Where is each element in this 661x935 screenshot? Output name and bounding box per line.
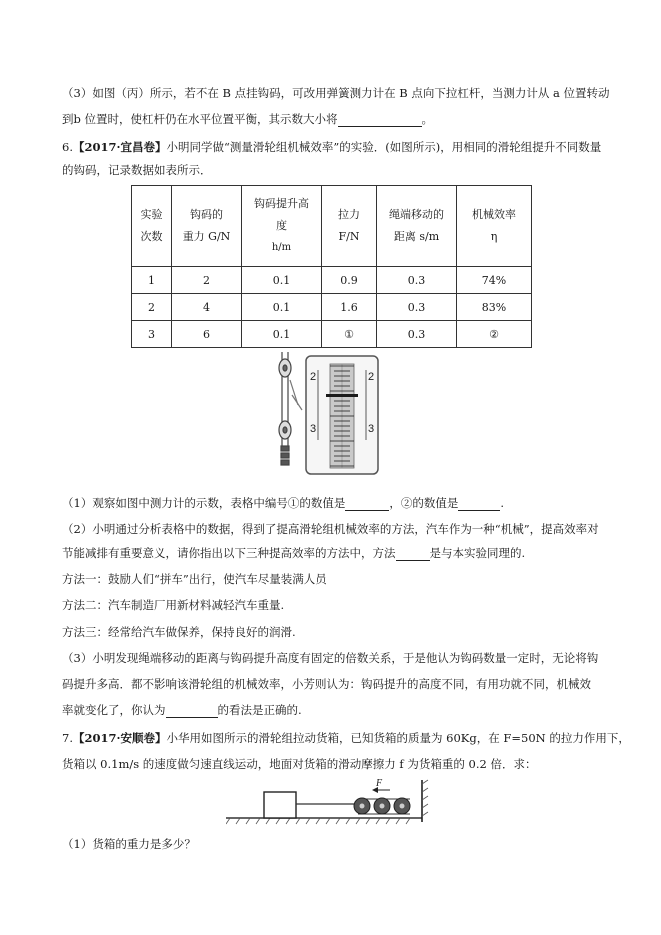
q6-intro-line-1: [62, 139, 601, 155]
table-cell: 1: [132, 267, 172, 294]
table-row: [132, 321, 532, 348]
answer-blank-1[interactable]: [345, 498, 389, 511]
q3-line-1: （3）如图（丙）所示，若不在 B 点挂钩码，可改用弹簧测力计在 B 点向下拉杠杆，当测力计从 a 位置转动: [62, 86, 610, 100]
q6-part-3-line-3: [62, 702, 302, 718]
header-cell-weight: 钩码的 重力 G/N: [172, 186, 242, 267]
data-table: [131, 185, 532, 348]
table-cell: 1.6: [322, 294, 377, 321]
force-label: F: [376, 778, 383, 789]
q6-intro-line-2: 的钩码，记录数据如表所示．: [62, 163, 212, 177]
scale-pointer: [326, 394, 358, 397]
pulley-and-spring-scale-figure: [268, 350, 380, 478]
table-cell-blank-2: ②: [457, 321, 532, 348]
table-cell: 83%: [457, 294, 532, 321]
table-cell: 0.1: [242, 294, 322, 321]
q3-line-2-end: 。: [421, 112, 434, 126]
crate: [264, 792, 296, 818]
q6-part-1: [62, 495, 504, 511]
answer-blank-person[interactable]: [166, 705, 218, 718]
header-cell-trial: 实验 次数: [132, 186, 172, 267]
scale-label-right-3: 3: [368, 423, 375, 435]
header-cell-efficiency: 机械效率 η: [457, 186, 532, 267]
q6-part-1-text-c: .: [500, 496, 504, 510]
table-header-row: [132, 186, 532, 267]
answer-blank-method[interactable]: [396, 548, 430, 561]
q6-part-3-text-a: 率就变化了，你认为: [62, 703, 166, 717]
method-1: 方法一：鼓励人们“拼车”出行，使汽车尽量装满人员: [62, 572, 327, 586]
scale-label-left-3: 3: [310, 423, 317, 435]
table-cell: 0.3: [377, 321, 457, 348]
table-cell: 0.3: [377, 294, 457, 321]
table-cell: 2: [132, 294, 172, 321]
q3-line-2: [62, 111, 433, 127]
table-cell: 0.1: [242, 321, 322, 348]
table-row: [132, 294, 532, 321]
q7-text: 小华用如图所示的滑轮组拉动货箱，已知货箱的质量为 60Kg，在 F=50N 的拉力作用下，: [166, 731, 630, 745]
q6-part-3-line-1: （3）小明发现绳端移动的距离与钩码提升高度有固定的倍数关系，于是他认为钩码数量一定时，无论将钩: [62, 651, 599, 665]
q6-part-2-text-a: 节能减排有重要意义，请你指出以下三种提高效率的方法中，方法: [62, 546, 396, 560]
table-cell: 74%: [457, 267, 532, 294]
table-cell: 0.9: [322, 267, 377, 294]
method-3: 方法三：经常给汽车做保养，保持良好的润滑.: [62, 625, 296, 639]
q6-part-3-text-b: 的看法是正确的.: [217, 703, 302, 717]
q7-line-2: 货箱以 0.1m/s 的速度做匀速直线运动，地面对货箱的滑动摩擦力 f 为货箱重的 0.2 倍．求：: [62, 757, 537, 771]
q7-line-1: [62, 730, 630, 746]
scale-label-right-2: 2: [368, 371, 375, 383]
method-2: 方法二：汽车制造厂用新材料减轻汽车重量.: [62, 598, 285, 612]
table-cell: 0.3: [377, 267, 457, 294]
answer-blank-2[interactable]: [458, 498, 500, 511]
q6-intro-text: 小明同学做“测量滑轮组机械效率”的实验．(如图所示)，用相同的滑轮组提升不同数量: [166, 140, 602, 154]
table-cell: 6: [172, 321, 242, 348]
q6-part-2-text-b: 是与本实验同理的.: [429, 546, 526, 560]
q7-part-1: （1）货箱的重力是多少？: [62, 837, 196, 851]
q6-part-3-line-2: 码提升多高．都不影响该滑轮组的机械效率，小芳则认为：钩码提升的高度不同，有用功就不同，机械效: [62, 677, 591, 691]
answer-blank[interactable]: [338, 114, 422, 127]
q6-number: 6.: [62, 140, 73, 154]
table-cell-blank-1: ①: [322, 321, 377, 348]
q6-part-2-line-1: （2）小明通过分析表格中的数据，得到了提高滑轮组机械效率的方法，汽车作为一种“机械”，提高效率对: [62, 522, 599, 536]
q7-source: 【2017·安顺卷】: [72, 731, 167, 745]
table-cell: 0.1: [242, 267, 322, 294]
q6-part-1-text-a: （1）观察如图中测力计的示数，表格中编号①的数值是: [62, 496, 346, 510]
table-cell: 2: [172, 267, 242, 294]
scale-label-left-2: 2: [310, 371, 317, 383]
crate-and-pulley-illustration: [226, 778, 428, 824]
table-row: [132, 267, 532, 294]
pulley-system-illustration: [279, 352, 302, 465]
header-cell-force: 拉力 F/N: [322, 186, 377, 267]
q7-number: 7.: [62, 731, 73, 745]
header-cell-distance: 绳端移动的 距离 s/m: [377, 186, 457, 267]
q6-part-2-line-2: [62, 545, 525, 561]
q6-part-1-text-b: ，②的数值是: [389, 496, 459, 510]
table-cell: 3: [132, 321, 172, 348]
q6-source: 【2017·宜昌卷】: [72, 140, 167, 154]
spring-scale-dial: [306, 356, 378, 474]
q3-line-2-text: 到b 位置时，使杠杆仍在水平位置平衡，其示数大小将: [62, 112, 338, 126]
table-cell: 4: [172, 294, 242, 321]
header-cell-height: 钩码提升高 度 h/m: [242, 186, 322, 267]
crate-pulley-figure: [226, 776, 436, 826]
